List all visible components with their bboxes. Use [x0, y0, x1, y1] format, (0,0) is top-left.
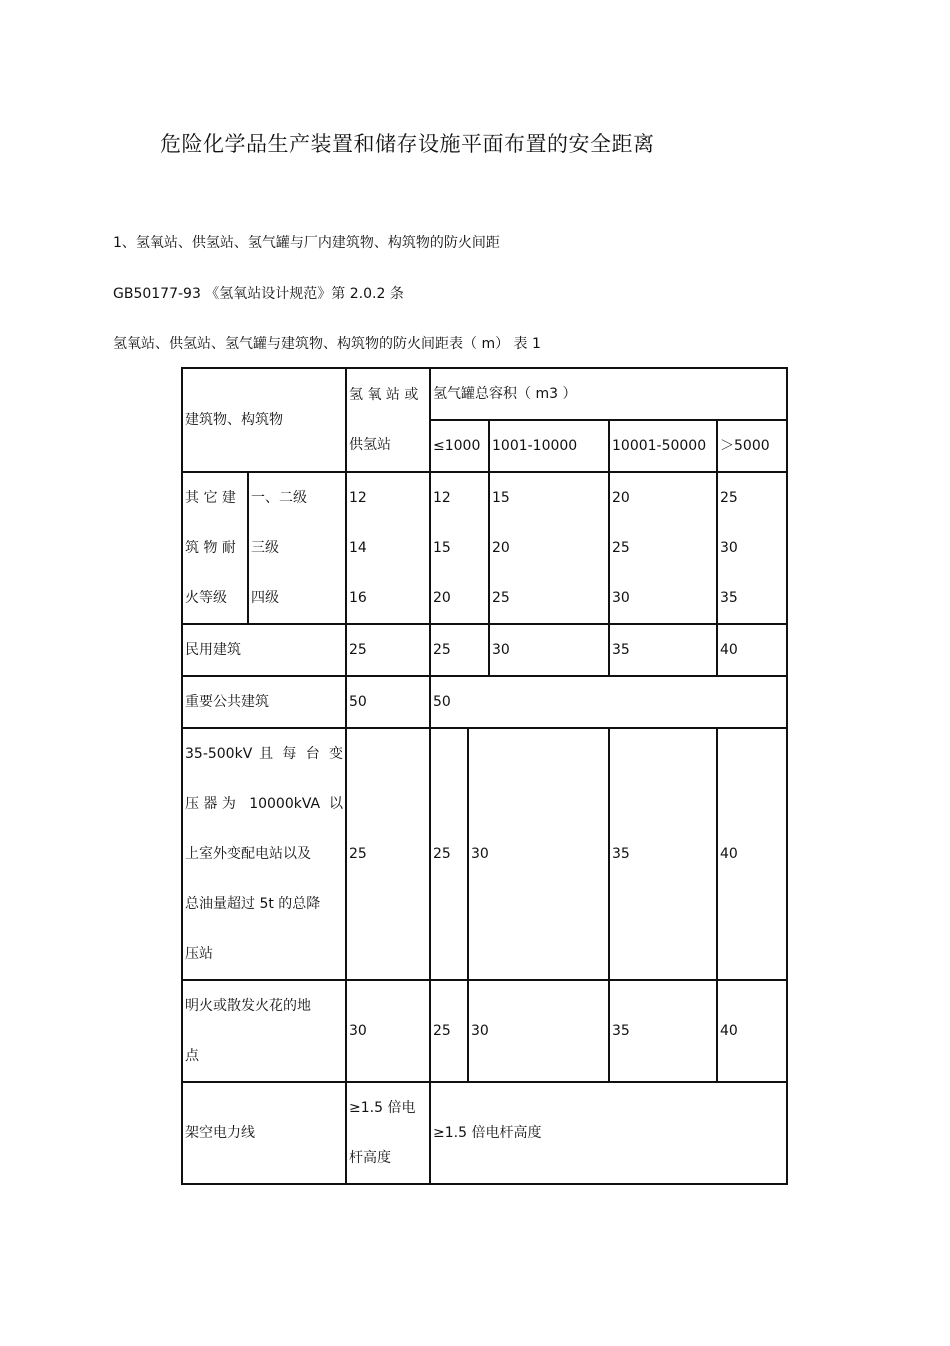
table-cell: 35	[609, 728, 717, 980]
table-cell: 40	[717, 624, 787, 676]
table-cell: 30	[720, 540, 738, 556]
header-tank-col-2: 1001-10000	[489, 420, 609, 472]
table-cell: 30	[468, 980, 609, 1082]
table-cell: 16	[349, 590, 367, 606]
substation-label-line: 压站	[185, 946, 213, 962]
fire-group-c2	[489, 472, 609, 624]
fire-label-line: 明火或散发火花的地	[185, 998, 311, 1014]
table-cell: 20	[433, 590, 451, 606]
table-cell: 30	[346, 980, 430, 1082]
table-cell: 25	[430, 624, 489, 676]
powerline-station-line: 杆高度	[349, 1150, 391, 1166]
table-cell: 40	[717, 728, 787, 980]
header-tank-col-3: 10001-50000	[609, 420, 717, 472]
fire-group-c4	[717, 472, 787, 624]
header-tank-col-1: ≤1000	[430, 420, 489, 472]
public-label: 重要公共建筑	[182, 676, 346, 728]
civil-label: 民用建筑	[182, 624, 346, 676]
table-cell: 20	[492, 540, 510, 556]
grade-label: 四级	[251, 590, 279, 606]
grade-label: 三级	[251, 540, 279, 556]
page-title: 危险化学品生产装置和储存设施平面布置的安全距离	[160, 132, 655, 156]
header-rowhead: 建筑物、构筑物	[182, 368, 346, 472]
table-cell: 15	[433, 540, 451, 556]
powerline-station	[346, 1082, 430, 1184]
table-caption: 氢氧站、供氢站、氢气罐与建筑物、构筑物的防火间距表（ m） 表 1	[113, 336, 541, 352]
header-station	[346, 368, 430, 472]
table-cell: 30	[489, 624, 609, 676]
table-cell: 50	[430, 676, 787, 728]
table-cell: 25	[430, 728, 468, 980]
fire-group-label-line: 筑 物 耐	[185, 540, 236, 556]
powerline-label: 架空电力线	[182, 1082, 346, 1184]
table-cell: 20	[612, 490, 630, 506]
table-cell: 25	[346, 728, 430, 980]
table-cell: 25	[492, 590, 510, 606]
table-cell: 30	[612, 590, 630, 606]
table-cell: 14	[349, 540, 367, 556]
fire-label-line: 点	[185, 1048, 199, 1064]
table-cell: 35	[609, 980, 717, 1082]
powerline-station-line: ≥1.5 倍电	[349, 1100, 416, 1116]
table-cell: 50	[346, 676, 430, 728]
substation-label-line: 上室外变配电站以及	[185, 846, 311, 862]
substation-label-line: 35-500kV 且 每 台 变	[185, 746, 343, 762]
standard-reference: GB50177-93 《氢氧站设计规范》第 2.0.2 条	[113, 286, 404, 302]
table-cell: 15	[492, 490, 510, 506]
table-cell: 40	[717, 980, 787, 1082]
table-cell: 25	[430, 980, 468, 1082]
substation-label-line: 总油量超过 5t 的总降	[185, 896, 321, 912]
table-cell: 25	[720, 490, 738, 506]
table-cell: 30	[468, 728, 609, 980]
fire-group-label-line: 其 它 建	[185, 490, 236, 506]
fire-label	[182, 980, 346, 1082]
substation-label-line: 压器为 10000kVA 以	[185, 796, 343, 812]
grade-label: 一、二级	[251, 490, 307, 506]
header-station-line2: 供氢站	[349, 437, 391, 453]
powerline-tank: ≥1.5 倍电杆高度	[430, 1082, 787, 1184]
section-heading: 1、氢氧站、供氢站、氢气罐与厂内建筑物、构筑物的防火间距	[113, 235, 500, 251]
header-tank-col-4: ＞5000	[717, 420, 787, 472]
fire-group-label-line: 火等级	[185, 590, 227, 606]
fire-group-c3	[609, 472, 717, 624]
table-cell: 12	[349, 490, 367, 506]
table-cell: 12	[433, 490, 451, 506]
header-tank-total: 氢气罐总容积（ m3 ）	[430, 368, 787, 420]
fire-group-label	[182, 472, 248, 624]
fire-group-station	[346, 472, 430, 624]
substation-label	[182, 728, 346, 980]
table-cell: 25	[346, 624, 430, 676]
table-cell: 25	[612, 540, 630, 556]
table-cell: 35	[609, 624, 717, 676]
fire-group-grades	[248, 472, 346, 624]
fire-group-c1	[430, 472, 489, 624]
table-cell: 35	[720, 590, 738, 606]
header-station-line1: 氢 氧 站 或	[349, 387, 419, 403]
fire-distance-table	[181, 367, 788, 1185]
